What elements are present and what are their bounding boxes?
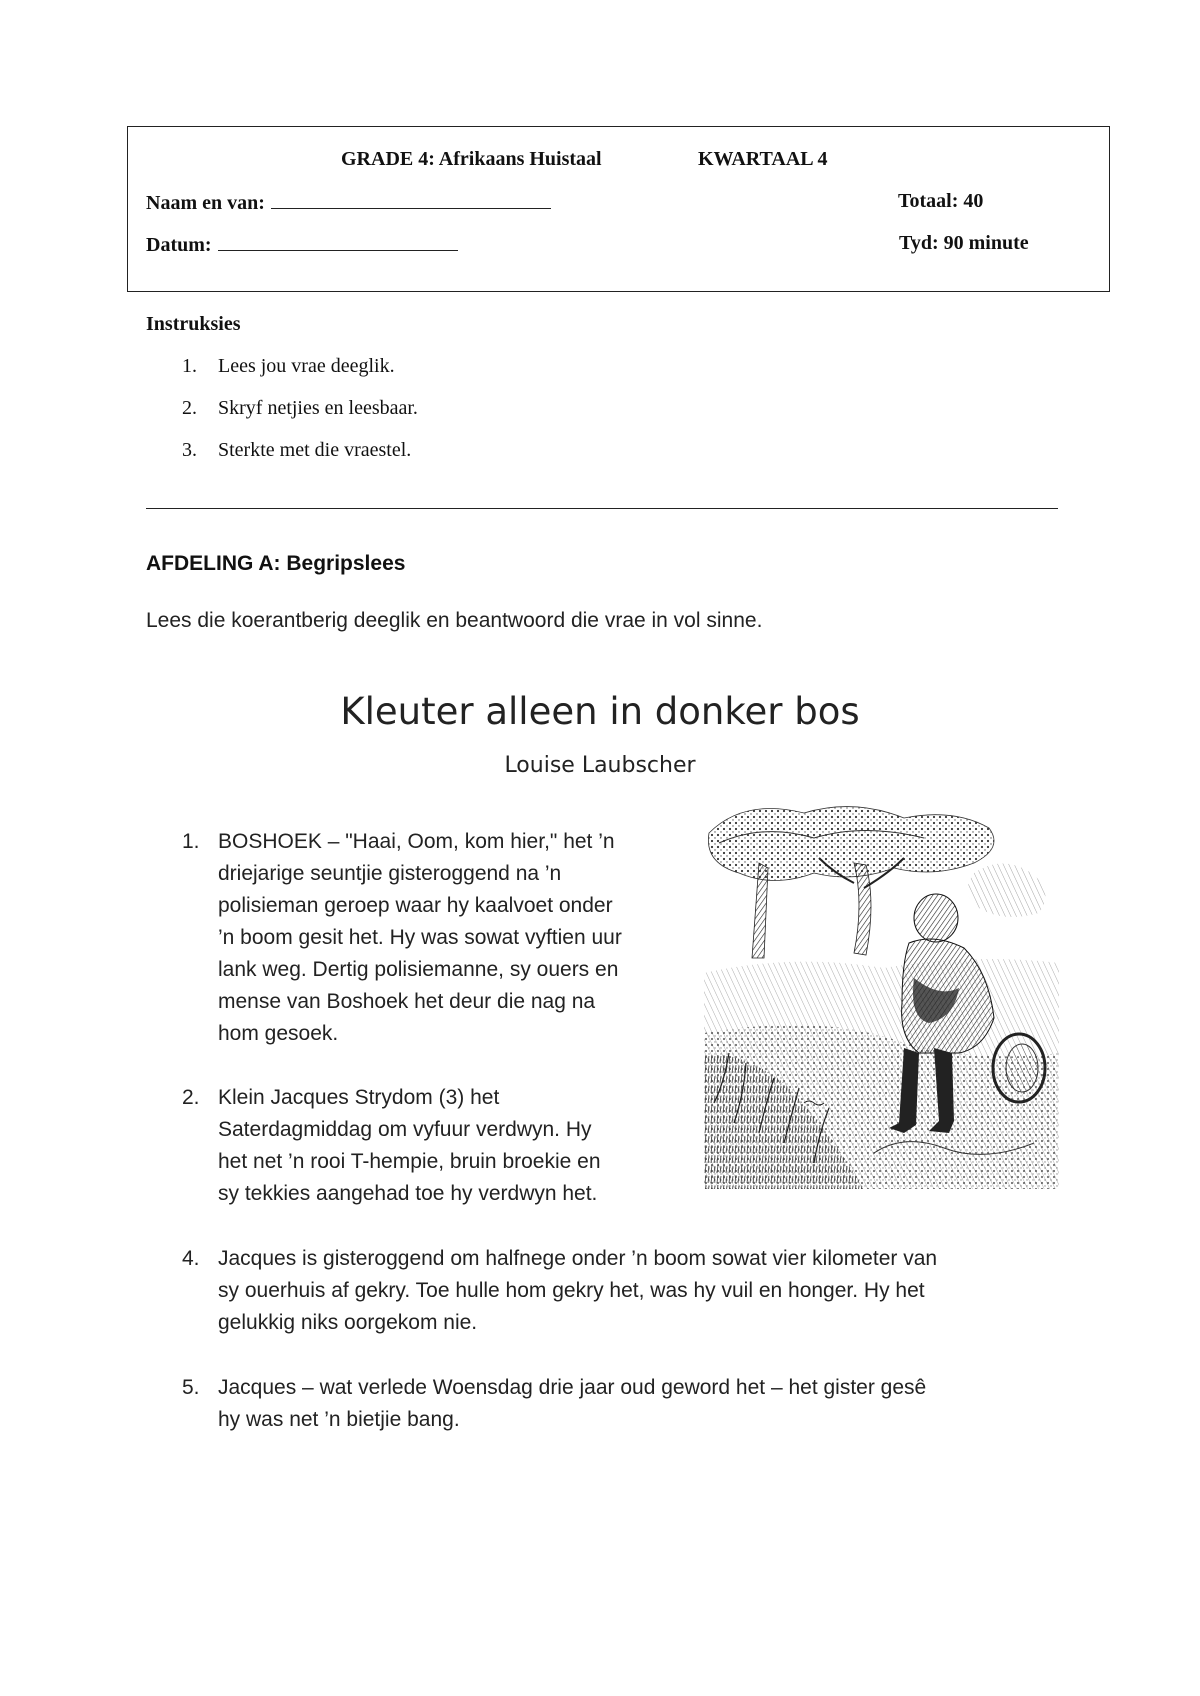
article-paragraph	[182, 1372, 1082, 1442]
instruction-item: 3. Sterkte met die vraestel.	[182, 439, 412, 461]
article-title: Kleuter alleen in donker bos	[340, 690, 860, 733]
article-paragraph	[182, 1243, 1082, 1343]
date-label: Datum:	[146, 234, 212, 256]
section-divider	[146, 508, 1058, 509]
date-field[interactable]	[146, 232, 458, 257]
header-box	[127, 126, 1110, 292]
paragraph-line: polisieman geroep waar hy kaalvoet onder	[218, 894, 613, 917]
grade-label: GRADE 4: Afrikaans Huistaal	[341, 148, 602, 170]
paragraph-line: het net ’n rooi T-hempie, bruin broekie en	[218, 1150, 601, 1173]
paragraph-line: driejarige seuntjie gisteroggend na ’n	[218, 862, 562, 885]
paragraph-line: hom gesoek.	[218, 1022, 339, 1045]
instruction-item: 1. Lees jou vrae deeglik.	[182, 355, 395, 377]
paragraph-number: 1.	[182, 830, 200, 853]
total-label: Totaal: 40	[898, 190, 984, 212]
name-field[interactable]	[146, 190, 551, 215]
time-label: Tyd: 90 minute	[899, 232, 1029, 254]
paragraph-line: gelukkig niks oorgekom nie.	[218, 1311, 478, 1334]
paragraph-number: 2.	[182, 1086, 200, 1109]
instruction-item: 2. Skryf netjies en leesbaar.	[182, 397, 418, 419]
article-paragraph	[182, 1082, 702, 1212]
section-instruction: Lees die koerantberig deeglik en beantwoord die vrae in vol sinne.	[146, 609, 763, 632]
paragraph-line: mense van Boshoek het deur die nag na	[218, 990, 596, 1013]
date-blank-line[interactable]	[218, 232, 458, 251]
paragraph-line: hy was net ’n bietjie bang.	[218, 1408, 460, 1431]
paragraph-number: 4.	[182, 1247, 200, 1270]
paragraph-number: 5.	[182, 1376, 200, 1399]
paragraph-line: Klein Jacques Strydom (3) het	[218, 1086, 500, 1109]
paragraph-line: lank weg. Dertig polisiemanne, sy ouers en	[218, 958, 619, 981]
paragraph-line: Jacques is gisteroggend om halfnege onder ’n boom sowat vier kilometer van	[218, 1247, 938, 1270]
boy-under-tree-illustration	[704, 803, 1059, 1189]
term-label: KWARTAAL 4	[698, 148, 828, 170]
instructions-title: Instruksies	[146, 313, 241, 335]
name-label: Naam en van:	[146, 192, 265, 214]
paragraph-line: BOSHOEK – "Haai, Oom, kom hier," het ’n	[218, 830, 615, 853]
paragraph-line: Jacques – wat verlede Woensdag drie jaar oud geword het – het gister gesê	[218, 1376, 927, 1399]
article-paragraph	[182, 826, 702, 1056]
paragraph-line: sy tekkies aangehad toe hy verdwyn het.	[218, 1182, 598, 1205]
paragraph-line: ’n boom gesit het. Hy was sowat vyftien uur	[218, 926, 622, 949]
paragraph-line: sy ouerhuis af gekry. Toe hulle hom gekry het, was hy vuil en honger. Hy het	[218, 1279, 925, 1302]
paragraph-line: Saterdagmiddag om vyfuur verdwyn. Hy	[218, 1118, 592, 1141]
name-blank-line[interactable]	[271, 190, 551, 209]
section-title: AFDELING A: Begripslees	[146, 552, 406, 575]
article-author: Louise Laubscher	[504, 753, 696, 778]
